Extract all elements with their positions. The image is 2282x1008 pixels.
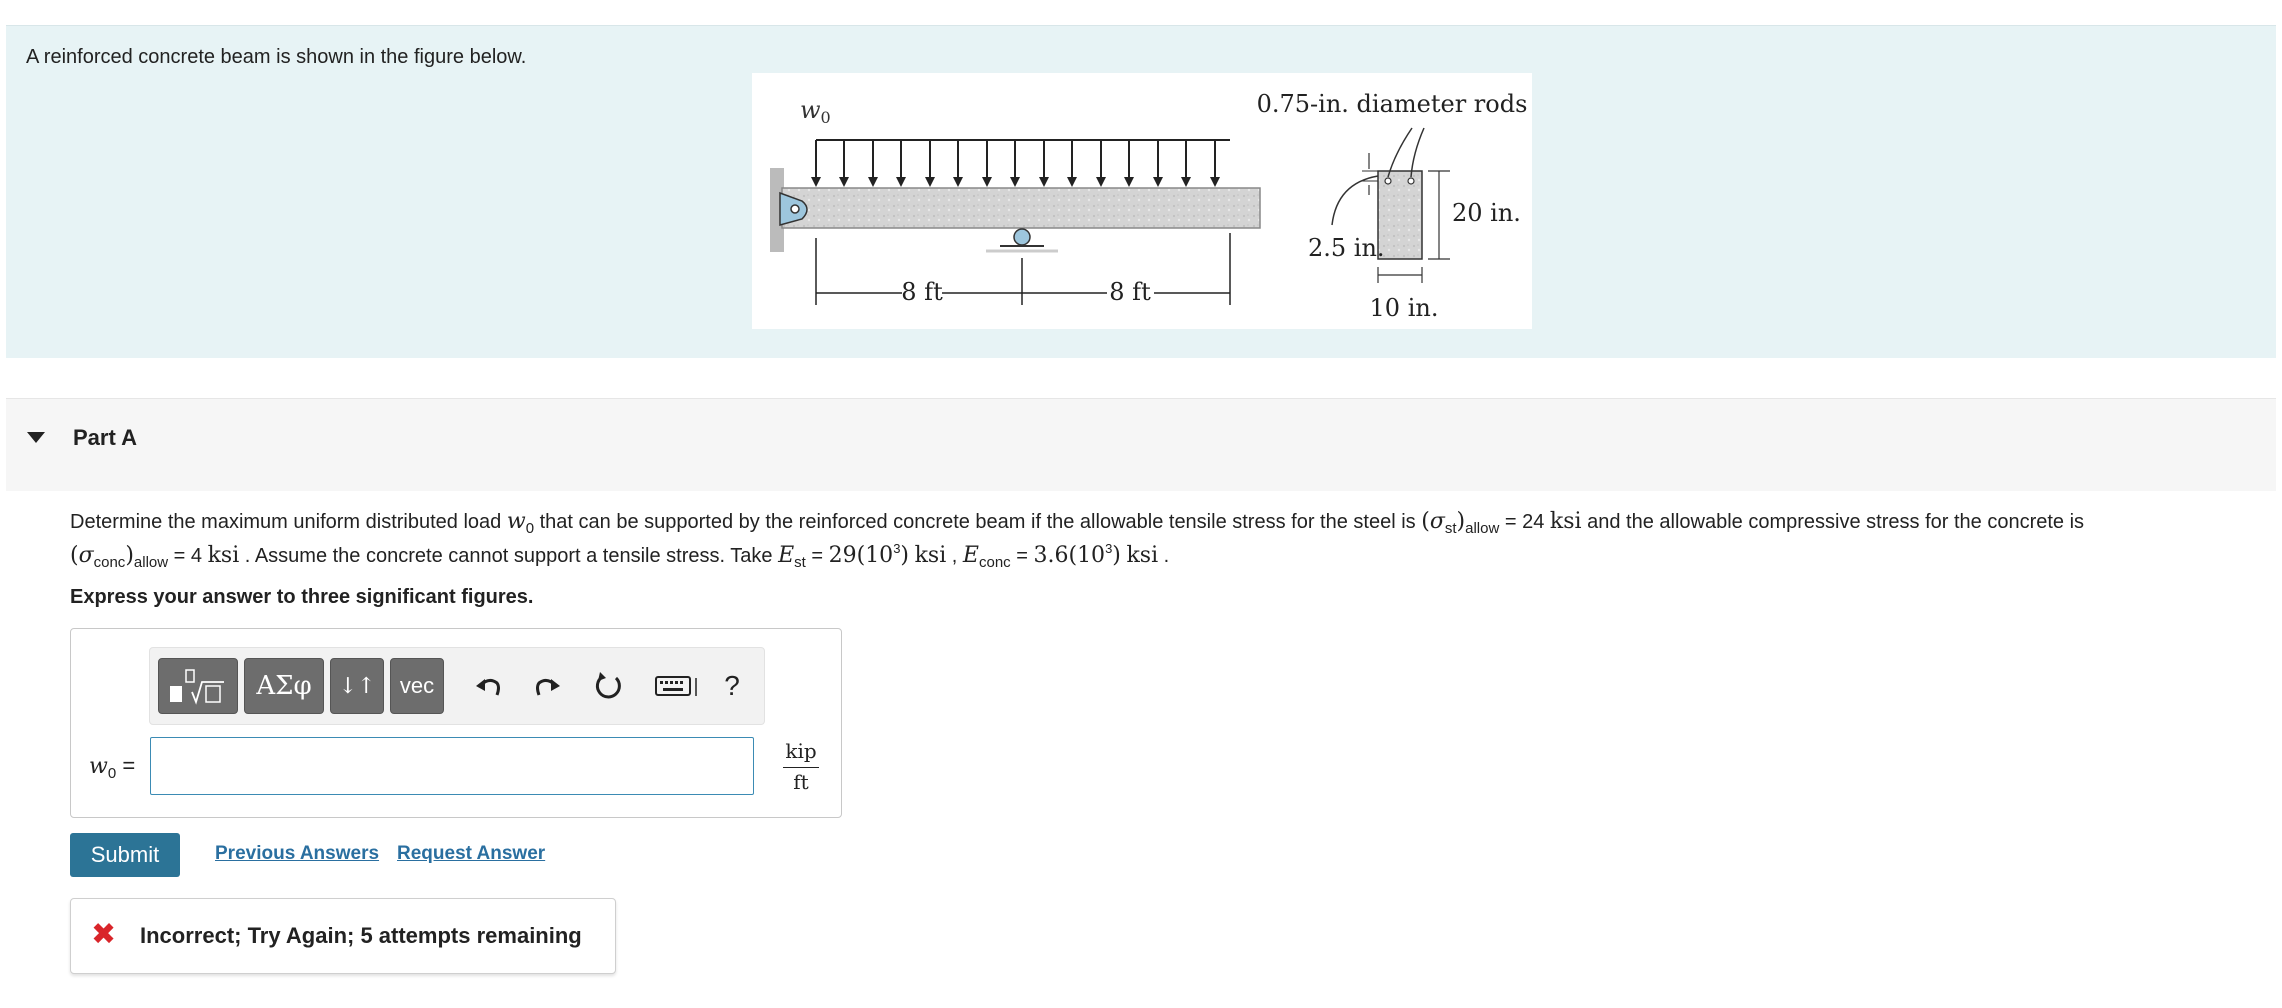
span-right-label: 8 ft (1109, 278, 1151, 306)
question-text: Determine the maximum uniform distributed load $w_0$ that can be supported by the reinforced concrete beam if the allowable tensile stress for the steel is $(\sigma_{st})_{allow} = 24$ ksi and the allowable compressive stress for the concrete is $(\sigma_{conc})_{allow} = 4$ ksi . Assume the concrete cannot support a tensile stress. Take $E_{st} = 29(10^3)$ ksi , $E_{conc} = 3.6(10^3)$ ksi . (70, 509, 2085, 571)
feedback-box (70, 898, 616, 974)
help-icon[interactable]: ? (724, 670, 740, 701)
cross-section (1378, 171, 1422, 259)
math-toolbar (149, 647, 765, 725)
distributed-load-arrows (816, 140, 1230, 179)
answer-variable-label: $w_0$ = (89, 753, 136, 782)
cover-dimension-label: 2.5 in. (1308, 234, 1385, 262)
keyboard-icon[interactable] (652, 666, 702, 706)
templates-icon (166, 666, 230, 706)
subscript-superscript-button[interactable]: ↓↑ (330, 658, 384, 714)
previous-answers-link[interactable]: Previous Answers (215, 843, 380, 864)
beam-figure (752, 73, 1532, 329)
vector-button[interactable]: vec (390, 658, 444, 714)
roller-support (1014, 229, 1030, 245)
redo-icon[interactable] (528, 666, 568, 706)
undo-icon[interactable] (468, 666, 508, 706)
answer-input[interactable] (150, 737, 754, 795)
beam-diagram (752, 73, 1532, 329)
depth-dimension-label: 20 in. (1452, 199, 1521, 227)
concrete-beam (782, 188, 1260, 228)
submit-button[interactable]: Submit (70, 833, 180, 877)
collapse-caret-icon[interactable] (27, 432, 45, 443)
problem-intro: A reinforced concrete beam is shown in the figure below. (26, 46, 527, 68)
span-left-label: 8 ft (901, 278, 943, 306)
templates-button[interactable] (158, 658, 238, 714)
load-label: $w_0$ (800, 96, 831, 127)
part-title: Part A (73, 425, 137, 450)
reset-icon[interactable] (588, 666, 628, 706)
instruction-text: Express your answer to three significant figures. (70, 586, 534, 608)
width-dimension-label: 10 in. (1369, 294, 1439, 322)
rods-label: 0.75-in. diameter rods (1256, 90, 1528, 118)
answer-unit: kip ft (783, 739, 819, 794)
feedback-message: Incorrect; Try Again; 5 attempts remaining (140, 923, 582, 948)
request-answer-link[interactable]: Request Answer (397, 843, 546, 864)
part-a-header[interactable] (6, 398, 2276, 491)
answer-box (70, 628, 842, 818)
error-icon: ✖ (91, 918, 117, 951)
greek-symbols-button[interactable]: ΑΣφ (244, 658, 324, 714)
